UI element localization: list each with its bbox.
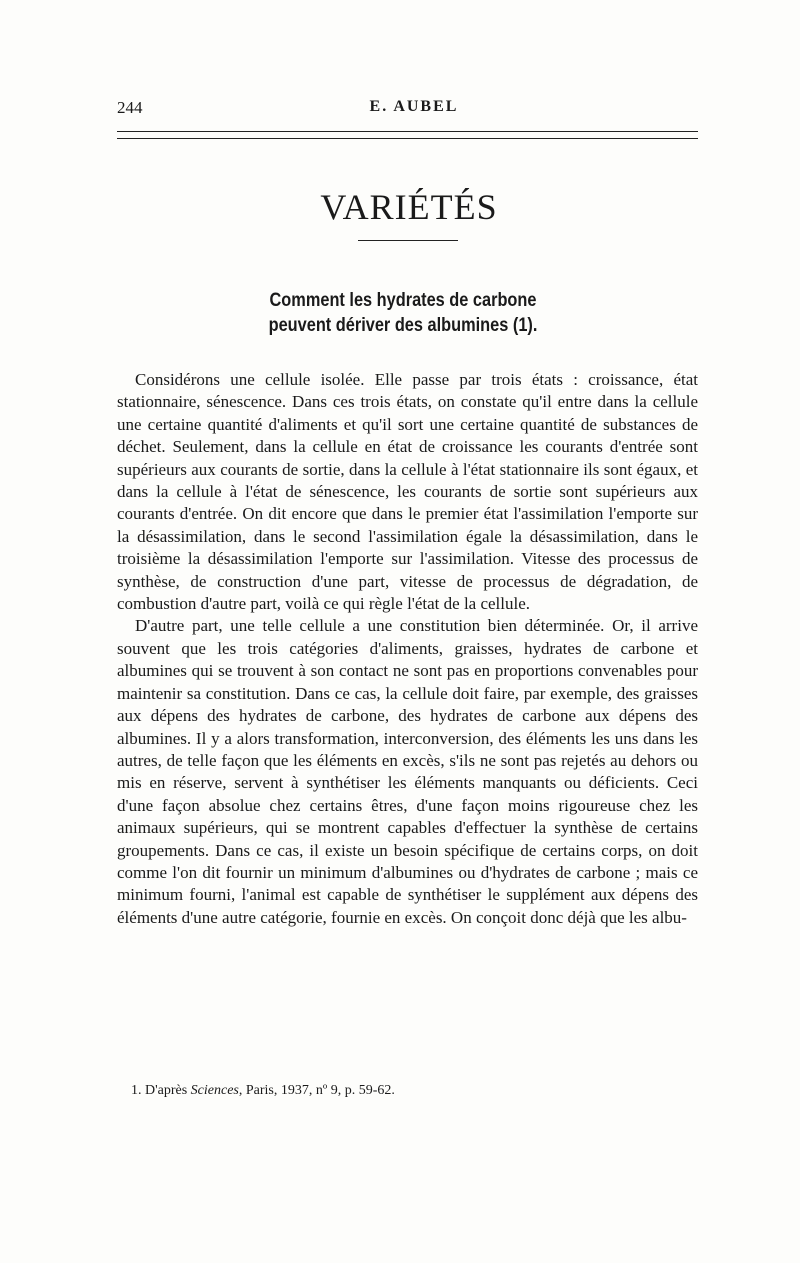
article-body [117,369,698,929]
footnote-details: , Paris, 1937, nº 9, p. 59-62. [238,1083,395,1098]
article-title [62,288,745,338]
header-rule-bottom [117,138,698,139]
section-title-rule [358,240,458,241]
running-head: E. AUBEL [369,98,459,115]
header-rule-top [117,131,698,132]
footnote [131,1083,395,1099]
page-number: 244 [117,98,143,117]
article-title-line2: peuvent dériver des albumines [268,315,509,336]
footnote-reference: (1). [512,315,538,336]
section-title: VARIÉTÉS [320,187,498,227]
footnote-prefix: 1. D'après [131,1083,188,1098]
body-paragraph: D'autre part, une telle cellule a une constitution bien déterminée. Or, il arrive souvent que les trois catégories d'aliments, graisses, hydrates de carbone et albumines qui se trouvent à son contact ne sont pas en proportions convenables pour maintenir sa constitution. Dans ce cas, la cellule doit faire, par exemple, des graisses aux dépens des hydrates de carbone, des hydrates de carbone aux dépens des albumines. Il y a alors transformation, interconversion, des éléments les uns dans les autres, de telle façon que les éléments en excès, s'ils ne sont pas rejetés au dehors ou mis en réserve, servent à synthétiser les éléments manquants ou déficients. Ceci d'une façon absolue chez certains êtres, d'une façon moins rigoureuse chez les animaux supérieurs, qui se montrent capables d'effectuer la synthèse de certains groupements. Dans ce cas, il existe un besoin spécifique de certains corps, on doit comme l'on dit fournir un minimum d'albumines ou d'hydrates de carbone ; mais ce minimum fourni, l'animal est capable de synthétiser le supplément aux dépens des éléments d'une autre catégorie, fournie en excès. On conçoit donc déjà que les albu- [117,616,698,927]
article-title-line1: Comment les hydrates de carbone [269,290,537,311]
article-title-line2-wrap [62,313,745,338]
footnote-source: Sciences [190,1083,239,1098]
body-paragraph: Considérons une cellule isolée. Elle passe par trois états : croissance, état stationnaire, sénescence. Dans ces trois états, on constate qu'il entre dans la cellule une certaine quantité d'aliments et qu'il sort une certaine quantité de substances de déchet. Seulement, dans la cellule en état de croissance les courants d'entrée sont supérieurs aux courants de sortie, dans la cellule à l'état stationnaire ils sont égaux, et dans la cellule à l'état de sénescence, les courants de sortie sont supérieurs aux courants d'entrée. On dit encore que dans le premier état l'assimilation l'emporte sur la désassimilation, dans le second l'assimilation égale la désassimilation, dans le troisième la désassimilation l'emporte sur l'assimilation. Vitesse des processus de synthèse, de construction d'une part, vitesse de processus de dégradation, de combustion d'autre part, voilà ce qui règle l'état de la cellule. [117,370,698,614]
